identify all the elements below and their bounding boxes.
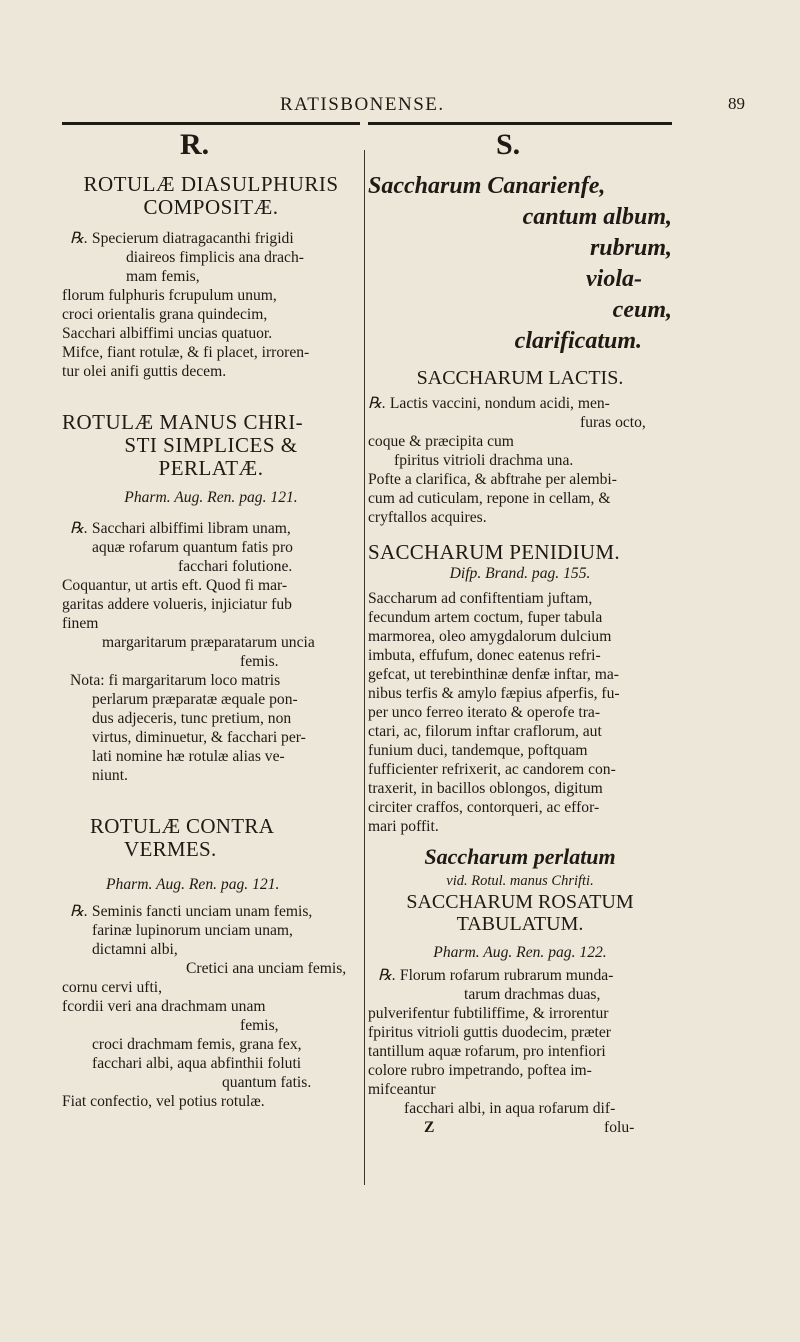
heading-rotulae-manus-christi: ROTULÆ MANUS CHRI- STI SIMPLICES & PERLATÆ. — [62, 410, 304, 480]
right-column — [368, 171, 672, 1137]
source-ref-5: Pharm. Aug. Ren. pag. 122. — [433, 944, 607, 961]
column-letter-left: R. — [180, 128, 210, 161]
signature-mark: Z — [424, 1119, 435, 1136]
page-footer — [368, 1118, 672, 1137]
heading-saccharum-rosatum: SACCHARUM ROSATUM TABULATUM. — [406, 891, 634, 935]
recipe-2: ℞. Sacchari albiffimi libram unam, aquæ rofarum quantum fatis pro facchari folutione. Coquantur, ut artis eft. Quod fi mar- garitas addere volueris, injiciatur fub finem margaritarum præparatarum uncia femis. Nota: fi margaritarum loco matris perlarum præparatæ æquale pon- dus adjeceris, tunc pretium, non virtus, diminuetur, & facchari per- lati nomine hæ rotulæ alias ve- niunt. — [62, 520, 315, 784]
column-letter-right: S. — [496, 128, 521, 161]
catchword: folu- — [604, 1119, 635, 1136]
left-column — [62, 173, 360, 1111]
recipe-3: ℞. Seminis fancti unciam unam femis, farinæ lupinorum unciam unam, dictamni albi, Cretici ana unciam femis, cornu cervi ufti, fcordii veri ana drachmam unam femis, croci drachmam femis, grana fex, facchari albi, aqua abfinthii foluti quantum fatis. Fiat confectio, vel potius rotulæ. — [62, 903, 347, 1110]
title-saccharum-perlatum: Saccharum perlatum — [424, 844, 616, 869]
recipe-1: ℞. Specierum diatragacanthi frigidi diaireos fimplicis ana drach- mam femis, florum fulphuris fcrupulum unum, croci orientalis grana quindecim, Sacchari albiffimi uncias quatuor. Mifce, fiant rotulæ, & fi placet, irroren- tur olei anifi guttis decem. — [62, 230, 310, 380]
heading-saccharum-lactis: SACCHARUM LACTIS. — [416, 367, 624, 389]
recipe-4: ℞. Lactis vaccini, nondum acidi, men- furas octo, coque & præcipita cum fpiritus vitrioli drachma una. Pofte a clarifica, & abftrahe per alembi- cum ad cuticulam, repone in cellam, & cryftallos acquires. — [368, 395, 646, 526]
source-ref-4: vid. Rotul. manus Chrifti. — [446, 873, 594, 889]
heading-saccharum-penidium: SACCHARUM PENIDIUM. — [368, 540, 620, 564]
recipe-5: Saccharum ad confiftentiam juftam, fecundum artem coctum, fuper tabula marmorea, oleo amygdalorum dulcium imbuta, effufum, donec eatenus refri- gefcat, ut terebinthinæ denfæ inftar, ma- nibus terfis & amylo fæpius afperfis, fu- per unco ferreo iterato & operofe tra- ctari, ac, filorum inftar craflorum, aut funium duci, tandemque, poftquam fufficienter refrixerit, ac candorem con- traxerit, in bacillos oblongos, digitum circiter craffos, contorqueri, ac effor- mari poffit. — [368, 590, 620, 835]
column-divider — [364, 150, 365, 1185]
running-title: RATISBONENSE. — [280, 94, 445, 115]
heading-rotulae-contra-vermes: ROTULÆ CONTRA VERMES. — [90, 814, 275, 861]
rule-right — [368, 122, 672, 125]
rule-left — [62, 122, 360, 125]
heading-rotulae-diasulphuris: ROTULÆ DIASULPHURIS COMPOSITÆ. — [83, 172, 339, 219]
running-head — [0, 94, 800, 120]
source-ref-1: Pharm. Aug. Ren. pag. 121. — [124, 489, 298, 506]
title-saccharum-canariense: Saccharum Canarienfe, cantum album, rubrum, viola- ceum, clarificatum. — [368, 173, 672, 354]
page-number: 89 — [728, 94, 745, 113]
source-ref-3: Difp. Brand. pag. 155. — [449, 565, 591, 582]
source-ref-2: Pharm. Aug. Ren. pag. 121. — [106, 876, 280, 893]
recipe-6: ℞. Florum rofarum rubrarum munda- tarum drachmas duas, pulverifentur fubtiliffime, & irrorentur fpiritus vitrioli guttis duodecim, præter tantillum aquæ rofarum, pro intenfiori colore rubro impetrando, poftea im- mifceantur facchari albi, in aqua rofarum dif- Z folu- — [368, 966, 672, 1137]
